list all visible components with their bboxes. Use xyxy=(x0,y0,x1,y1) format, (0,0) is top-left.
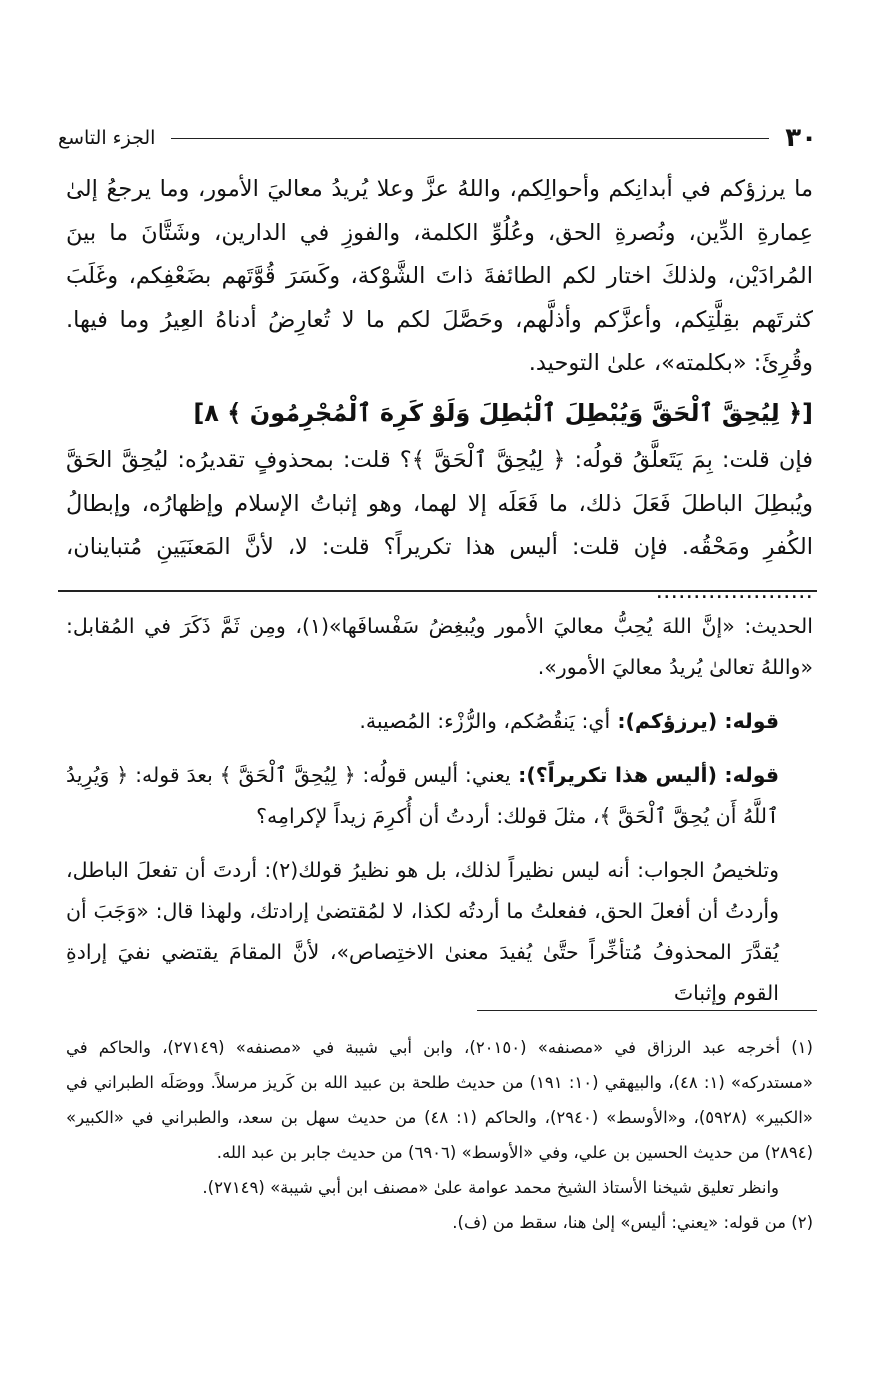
commentary-paragraph-1: الحديث: «إنَّ اللهَ يُحِبُّ معاليَ الأمور ويُبغِضُ سَفْسافَها»(١)، ومِن ثَمَّ ذَكَرَ في المُقابل: «واللهُ تعالىٰ يُريدُ معاليَ الأمور». xyxy=(66,614,813,679)
commentary-paragraph-4: وتلخيصُ الجواب: أنه ليس نظيراً لذلك، بل هو نظيرُ قولك(٢): أردتَ أن تفعلَ الباطل، وأردتُ أن أفعلَ الحق، ففعلتُ ما أردتُه لكذا، لا لمُقتضىٰ إرادتك، ولهذا قال: «وَجَبَ أن يُقدَّرَ المحذوفُ مُتأخِّراً حتَّىٰ يُفيدَ معنىٰ الاختِصاص»، لأنَّ المقامَ يقتضي نفيَ إرادةِ القوم وإثباتَ xyxy=(66,858,779,1005)
footnote-1: (١) أخرجه عبد الرزاق في «مصنفه» (٢٠١٥٠)، وابن أبي شيبة في «مصنفه» (٢٧١٤٩)، والحاكم في «مستدركه» (١: ٤٨)، والبيهقي (١٠: ١٩١) من حديث طلحة بن عبيد الله بن كَريز مرسلاً. ووصَلَه الطبراني في «الكبير» (٥٩٢٨)، و«الأوسط» (٢٩٤٠)، والحاكم (١: ٤٨) من حديث سهل بن سعد، والطبراني في «الكبير» (٢٨٩٤) من حديث الحسين بن علي، وفي «الأوسط» (٦٩٠٦) من حديث جابر بن عبد الله. xyxy=(66,1038,813,1162)
running-header xyxy=(58,120,817,156)
footnote-divider xyxy=(477,1010,817,1011)
quran-verse: [﴿ لِيُحِقَّ ٱلْحَقَّ وَيُبْطِلَ ٱلْبَٰطِلَ وَلَوْ كَرِهَ ٱلْمُجْرِمُونَ ﴾ ٨] xyxy=(193,398,813,427)
footnote-2: (٢) من قوله: «يعني: أليس» إلىٰ هنا، سقط من (ف). xyxy=(452,1213,813,1232)
page-number: ٣٠ xyxy=(785,123,817,153)
main-paragraph-2-text: فإن قلت: بِمَ يَتَعلَّقُ قولُه: ﴿ لِيُحِقَّ ٱلْحَقَّ ﴾؟ قلت: بمحذوفٍ تقديرُه: ليُحِقَّ الحَقَّ ويُبطِلَ الباطلَ فَعَلَ ذلك، ما فَعَلَه إلا لهما، وهو إثباتُ الإسلام وإظهارُه، وإبطالُ الكُفرِ ومَحْقُه. فإن قلت: أليس هذا تكريراً؟ قلت: لا، لأنَّ المَعنَيَينِ مُتباينان، xyxy=(66,447,813,560)
commentary-text-2: أي: يَنقُصُكم، والرُّزْء: المُصيبة. xyxy=(359,709,611,733)
footnotes xyxy=(66,1030,813,1240)
commentary-lemma-3: قوله: (أليس هذا تكريراً؟): xyxy=(510,763,780,787)
commentary-paragraph-2 xyxy=(66,701,813,742)
footnote-1-continuation: وانظر تعليق شيخنا الأستاذ الشيخ محمد عوامة علىٰ «مصنف ابن أبي شيبة» (٢٧١٤٩). xyxy=(202,1178,779,1197)
main-paragraph-2 xyxy=(66,439,813,613)
continuation-dots: ………………… xyxy=(655,577,813,604)
commentary xyxy=(66,606,813,1027)
commentary-lemma-2: قوله: (يرزؤكم): xyxy=(610,709,779,733)
commentary-text-3: يعني: أليس قولُه: ﴿ لِيُحِقَّ ٱلْحَقَّ ﴾ بعدَ قوله: ﴿ وَيُرِيدُ ٱللَّهُ أَن يُحِقَّ ٱلْحَقَّ ﴾، مثلَ قولك: أردتُ أن أُكرِمَ زيداً لإكرامِه؟ xyxy=(66,763,779,828)
main-paragraph-1: ما يرزؤكم في أبدانِكم وأحوالِكم، واللهُ عزَّ وعلا يُريدُ معاليَ الأمور، وما يرجعُ إلىٰ عِمارةِ الدِّين، ونُصرةِ الحق، وعُلُوِّ الكلمة، والفوزِ في الدارين، وشَتَّانَ ما بينَ المُرادَيْن، ولذلكَ اختار لكم الطائفةَ ذاتَ الشَّوْكة، وكَسَرَ قُوَّتَهم بضَعْفِكم، وغَلَبَ كثرتَهم بقِلَّتِكم، وأعزَّكم وأذلَّهم، وحَصَّلَ لكم ما لا تُعارِضُ أدناهُ العِيرُ وما فيها. وقُرِئَ: «بكلمته»، علىٰ التوحيد. xyxy=(66,176,813,376)
volume-title: الجزء التاسع xyxy=(58,127,156,149)
main-text-divider xyxy=(58,590,817,592)
main-text xyxy=(66,168,813,613)
header-rule xyxy=(171,138,769,139)
commentary-paragraph-3 xyxy=(66,755,813,837)
